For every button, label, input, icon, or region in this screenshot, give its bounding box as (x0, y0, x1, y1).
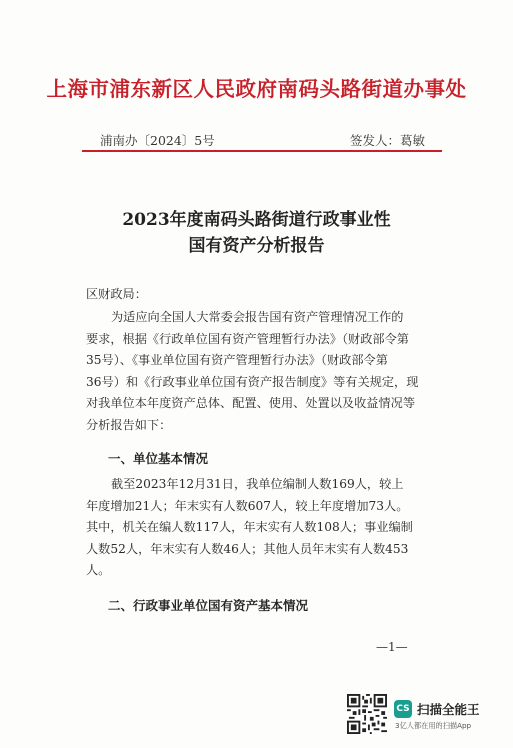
scanner-app-slogan: 3亿人都在用的扫描App (395, 721, 472, 730)
title-line-2: 国有资产分析报告 (188, 236, 325, 256)
scanner-app-watermark (347, 694, 507, 738)
scanner-app-name: 扫描全能王 (417, 702, 480, 717)
paragraph-2-line: 人。 (86, 563, 111, 578)
paragraph-2-line: 截至2023年12月31日，我单位编制人数169人，较上 (111, 477, 404, 491)
issuing-organization-header: 上海市浦东新区人民政府南码头路街道办事处 (46, 77, 467, 101)
recipient-text: 区财政局： (86, 287, 147, 301)
document-meta-row (100, 131, 425, 151)
paragraph-1-line: 分析报告如下： (86, 417, 172, 432)
title-line-1: 2023年度南码头路街道行政事业性 (122, 210, 391, 230)
paragraph-1-line: 36号）和《行政事业单位国有资产报告制度》等有关规定，现 (86, 374, 419, 389)
scanner-app-logo-icon: CS (394, 700, 412, 718)
section-2-heading: 二、行政事业单位国有资产基本情况 (108, 598, 309, 613)
page-number: —1— (376, 640, 408, 654)
paragraph-2 (86, 474, 431, 582)
paragraph-1-line: 要求，根据《行政单位国有资产管理暂行办法》（财政部令第 (86, 331, 409, 346)
paragraph-2-line: 年度增加21人；年末实有人数607人，较上年度增加73人。 (86, 498, 409, 513)
paragraph-2-line: 人数52人，年末实有人数46人；其他人员年末实有人数453 (86, 541, 409, 556)
qr-code-icon (347, 694, 387, 734)
paragraph-1-line: 35号）、《事业单位国有资产管理暂行办法》（财政部令第 (86, 353, 388, 368)
paragraph-1-line: 对我单位本年度资产总体、配置、使用、处置以及收益情况等 (86, 396, 416, 411)
red-separator-rule (82, 150, 442, 152)
recipient (86, 284, 431, 306)
paragraph-1 (86, 307, 431, 437)
signer: 签发人：葛敏 (349, 133, 425, 148)
document-number: 浦南办〔2024〕5号 (100, 133, 215, 148)
paragraph-2-line: 其中，机关在编人数117人，年末实有人数108人；事业编制 (86, 520, 413, 535)
section-1-heading: 一、单位基本情况 (108, 451, 209, 466)
document-title (0, 207, 513, 259)
paragraph-1-line: 为适应向全国人大常委会报告国有资产管理情况工作的 (111, 310, 404, 324)
